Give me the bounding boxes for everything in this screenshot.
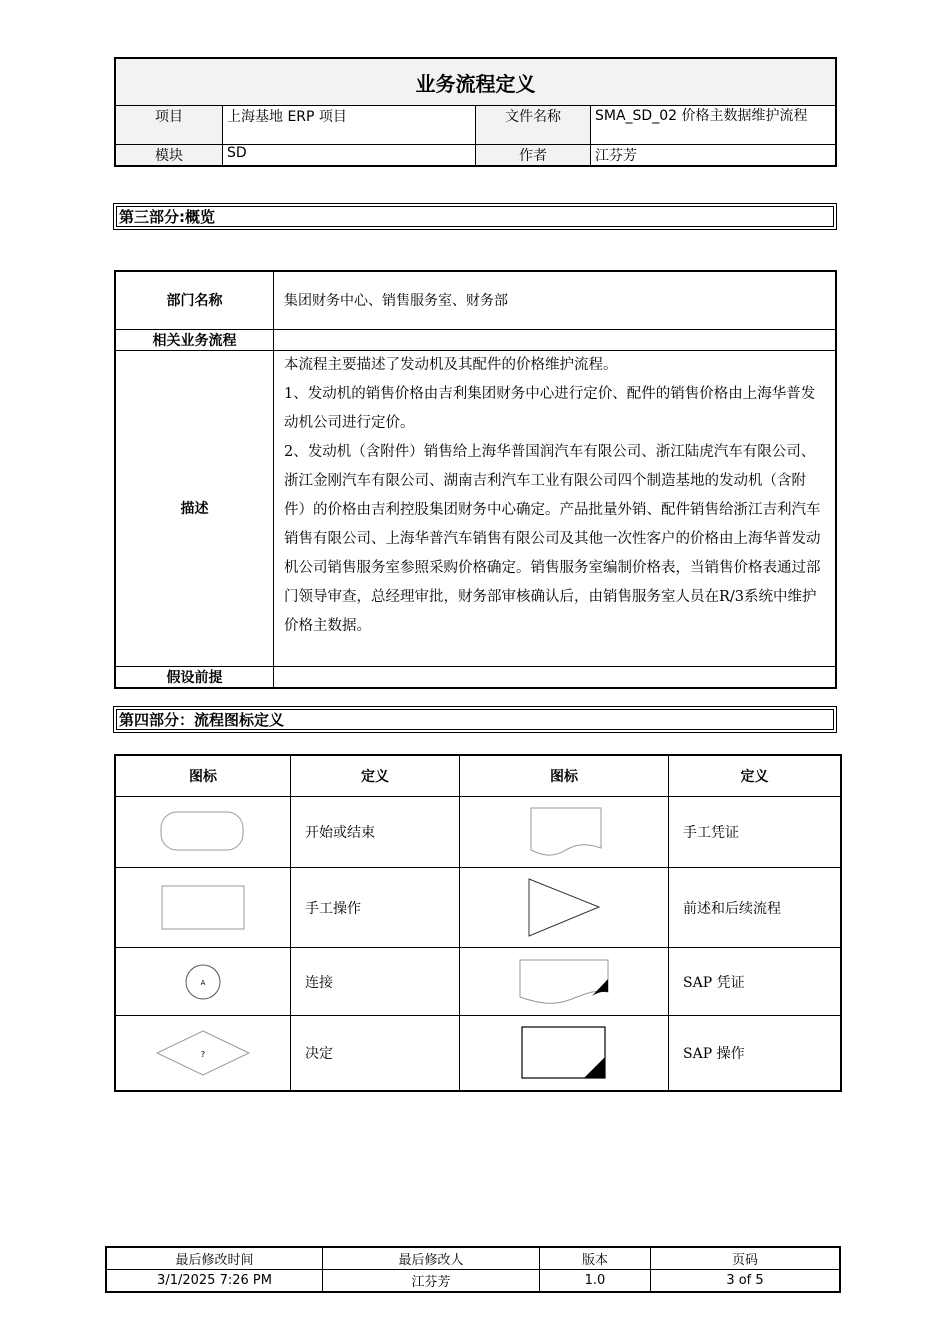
sap-document-cell [460,948,669,1016]
document-title: 业务流程定义 [116,59,835,106]
connector-definition: 连接 [291,948,460,1016]
section3-bar [113,203,837,230]
dept-label: 部门名称 [115,271,274,329]
filename-label: 文件名称 [476,106,591,144]
module-label: 模块 [116,144,223,165]
page-label: 页码 [651,1247,841,1270]
project-label: 项目 [116,106,223,144]
manual-operation-definition: 手工操作 [291,868,460,948]
dept-value: 集团财务中心、销售服务室、财务部 [274,271,837,329]
col-def-header: 定义 [291,755,460,797]
section4-title: 第四部分：流程图标定义 [116,709,834,730]
modified-by-value: 江芬芳 [323,1270,540,1293]
off-page-cell [460,868,669,948]
sap-document-icon [517,957,611,1007]
manual-document-definition: 手工凭证 [669,797,842,868]
description-value [274,350,837,666]
manual-document-icon [524,805,604,859]
overview-table [114,270,837,689]
col-icon-header: 图标 [460,755,669,797]
page-value: 3 of 5 [651,1270,841,1293]
header-info-table [116,106,835,165]
sap-operation-cell [460,1016,669,1091]
description-paragraph: 本流程主要描述了发动机及其配件的价格维护流程。 [284,356,618,373]
assumption-value [274,666,837,688]
document-header [114,57,837,167]
terminator-definition: 开始或结束 [291,797,460,868]
sap-operation-icon [520,1025,608,1081]
decision-cell [115,1016,291,1091]
decision-icon [155,1029,251,1077]
manual-document-cell [460,797,669,868]
col-def-header: 定义 [669,755,842,797]
col-icon-header: 图标 [115,755,291,797]
description-label: 描述 [115,350,274,666]
icon-definition-table [114,754,842,1092]
description-paragraph: 1、发动机的销售价格由吉利集团财务中心进行定价、配件的销售价格由上海华普发动机公司进行定价。 [284,385,816,431]
description-paragraph: 2、发动机（含附件）销售给上海华普国润汽车有限公司、浙江陆虎汽车有限公司、浙江金刚汽车有限公司、湖南吉利汽车工业有限公司四个制造基地的发动机（含附件）的价格由吉利控股集团财务中心确定。产品批量外销、配件销售给浙江吉利汽车销售有限公司、上海华普汽车销售有限公司及其他一次性客户的价格由上海华普发动机公司销售服务室参照采购价格确定。销售服务室编制价格表，当销售价格表通过部门领导审查，总经理审批，财务部审核确认后，由销售服务室人员在R/3系统中维护价格主数据。 [284,443,821,635]
modified-by-label: 最后修改人 [323,1247,540,1270]
terminator-icon [160,810,246,854]
modified-time-value: 3/1/2025 7:26 PM [106,1270,323,1293]
version-label: 版本 [540,1247,651,1270]
connector-cell [115,948,291,1016]
off-page-definition: 前述和后续流程 [669,868,842,948]
module-value: SD [223,144,476,165]
modified-time-label: 最后修改时间 [106,1247,323,1270]
related-process-label: 相关业务流程 [115,329,274,350]
manual-operation-icon [160,884,246,932]
connector-icon [183,963,223,1001]
section4-bar [113,706,837,733]
project-value: 上海基地 ERP 项目 [223,106,476,144]
decision-definition: 决定 [291,1016,460,1091]
assumption-label: 假设前提 [115,666,274,688]
footer-table [105,1246,841,1293]
sap-operation-definition: SAP 操作 [669,1016,842,1091]
version-value: 1.0 [540,1270,651,1293]
connector-letter: A [200,978,206,987]
terminator-cell [115,797,291,868]
sap-document-definition: SAP 凭证 [669,948,842,1016]
author-value: 江芬芳 [591,144,836,165]
author-label: 作者 [476,144,591,165]
off-page-triangle-icon [526,877,602,939]
decision-mark: ? [200,1049,206,1059]
filename-value: SMA_SD_02 价格主数据维护流程 [591,106,836,144]
related-process-value [274,329,837,350]
manual-operation-cell [115,868,291,948]
section3-title: 第三部分:概览 [116,206,834,227]
